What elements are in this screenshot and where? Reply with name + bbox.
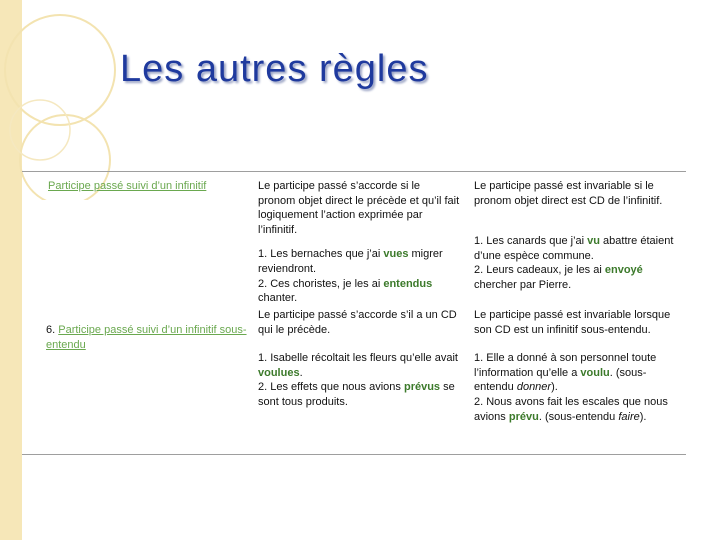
row1-label-link[interactable]: Participe passé suivi d’un infinitif bbox=[48, 180, 207, 192]
table-top-border bbox=[22, 171, 686, 172]
row1-invariable-example-1: 1. Les canards que j’ai vu abattre étaient d’une espèce commune. bbox=[474, 235, 674, 262]
row2-accord-rule: Le participe passé s’accorde s’il a un CD qui le précède. bbox=[258, 309, 457, 336]
row2-accord-example-2: 2. Les effets que nous avions prévus se sont tous produits. bbox=[258, 381, 455, 408]
row2-number: 6. bbox=[46, 324, 59, 336]
row2-invariable-example-1: 1. Elle a donné à son personnel toute l’information qu’elle a voulu. (sous-entendu donner). bbox=[474, 352, 657, 394]
row1-accord-example-1: 1. Les bernaches que j’ai vues migrer reviendront. bbox=[258, 248, 443, 275]
page-title: Les autres règles bbox=[120, 48, 429, 90]
row2-label-link[interactable]: Participe passé suivi d’un infinitif sous-entendu bbox=[46, 324, 247, 351]
row1-accord-rule: Le participe passé s’accorde si le pronom objet direct le précède et qu’il fait logiquement l’action exprimée par l’infinitif. bbox=[258, 180, 460, 236]
row2-invariable-cell bbox=[474, 308, 680, 424]
row2-accord-cell bbox=[258, 308, 460, 410]
row1-accord-cell bbox=[258, 179, 460, 306]
row2-accord-example-1: 1. Isabelle récoltait les fleurs qu’elle avait voulues. bbox=[258, 352, 458, 379]
decorative-circles bbox=[0, 0, 160, 200]
row2-label-cell bbox=[46, 323, 252, 352]
row2-invariable-rule: Le participe passé est invariable lorsque son CD est un infinitif sous-entendu. bbox=[474, 309, 671, 336]
row1-invariable-cell bbox=[474, 179, 680, 293]
row1-label-cell bbox=[48, 179, 248, 194]
row1-invariable-rule: Le participe passé est invariable si le pronom objet direct est CD de l’infinitif. bbox=[474, 180, 663, 207]
row1-accord-example-2: 2. Ces choristes, je les ai entendus chanter. bbox=[258, 277, 433, 305]
row1-invariable-example-2: 2. Leurs cadeaux, je les ai envoyé chercher par Pierre. bbox=[474, 264, 643, 291]
table-bottom-border bbox=[22, 454, 686, 455]
row2-invariable-example-2: 2. Nous avons fait les escales que nous avions prévu. (sous-entendu faire). bbox=[474, 395, 668, 423]
